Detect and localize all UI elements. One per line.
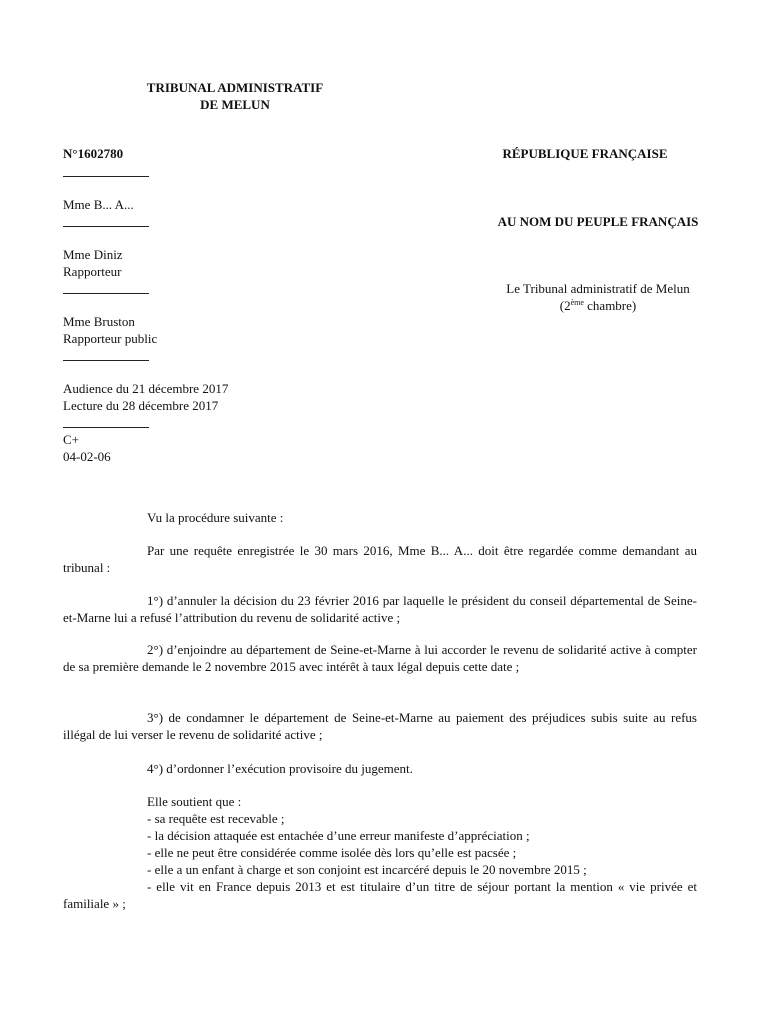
- request-intro: [63, 542, 697, 576]
- procedure-line: Vu la procédure suivante :: [147, 510, 284, 525]
- public-rapporteur-name: Mme Bruston: [63, 314, 135, 329]
- chamber-open: (2: [559, 298, 571, 313]
- classification-code: 04-02-06: [63, 449, 111, 464]
- separator-rule: [63, 226, 149, 227]
- claims-list: [63, 810, 697, 912]
- list-item: - elle a un enfant à charge et son conjoint est incarcéré depuis le 20 novembre 2015 ;: [147, 862, 587, 877]
- request-item-4: [63, 760, 697, 777]
- court-name-line2: DE MELUN: [200, 97, 270, 112]
- request-item-4-text: 4°) d’ordonner l’exécution provisoire du jugement.: [147, 761, 413, 776]
- rapporteur-role: Rapporteur: [63, 264, 122, 279]
- reading-date: Lecture du 28 décembre 2017: [63, 398, 219, 413]
- request-intro-text: Par une requête enregistrée le 30 mars 2016, Mme B... A... doit être regardée comme demandant au tribunal :: [63, 543, 697, 575]
- chamber-line: [430, 297, 766, 314]
- people-heading: AU NOM DU PEUPLE FRANÇAIS: [497, 214, 699, 229]
- republic-heading: RÉPUBLIQUE FRANÇAISE: [502, 146, 668, 161]
- separator-rule: [63, 176, 149, 177]
- claims-intro: Elle soutient que :: [147, 794, 242, 809]
- request-item-2: [63, 641, 697, 675]
- chamber-superscript: ème: [570, 298, 584, 307]
- list-item: - elle vit en France depuis 2013 et est titulaire d’un titre de séjour portant la mention « vie privée et familiale » ;: [63, 879, 697, 911]
- request-item-1: [63, 592, 697, 626]
- classification: C+: [63, 432, 80, 447]
- list-item: - elle ne peut être considérée comme isolée dès lors qu’elle est pacsée ;: [147, 845, 517, 860]
- request-item-3-text: 3°) de condamner le département de Seine-et-Marne au paiement des préjudices subis suite au refus illégal de lui verser le revenu de solidarité active ;: [63, 710, 697, 742]
- request-item-1-text: 1°) d’annuler la décision du 23 février 2016 par laquelle le président du conseil départemental de Seine-et-Marne lui a refusé l’attribution du revenu de solidarité active ;: [63, 593, 697, 625]
- list-item: - sa requête est recevable ;: [147, 811, 285, 826]
- court-name-line1: TRIBUNAL ADMINISTRATIF: [146, 80, 324, 95]
- procedure-heading: [63, 509, 697, 526]
- request-item-3: [63, 709, 697, 743]
- hearing-date: Audience du 21 décembre 2017: [63, 381, 229, 396]
- case-number: N°1602780: [63, 146, 124, 161]
- separator-rule: [63, 360, 149, 361]
- tribunal-name: Le Tribunal administratif de Melun: [506, 281, 690, 296]
- party-name: Mme B... A...: [63, 197, 134, 212]
- rapporteur-name: Mme Diniz: [63, 247, 123, 262]
- public-rapporteur-role: Rapporteur public: [63, 331, 158, 346]
- court-heading: [100, 79, 370, 113]
- chamber-close: chambre): [583, 298, 637, 313]
- separator-rule: [63, 427, 149, 428]
- list-item: - la décision attaquée est entachée d’une erreur manifeste d’appréciation ;: [147, 828, 530, 843]
- request-item-2-text: 2°) d’enjoindre au département de Seine-et-Marne à lui accorder le revenu de solidarité active à compter de sa première demande le 2 novembre 2015 avec intérêt à taux légal depuis cette date ;: [63, 642, 697, 674]
- separator-rule: [63, 293, 149, 294]
